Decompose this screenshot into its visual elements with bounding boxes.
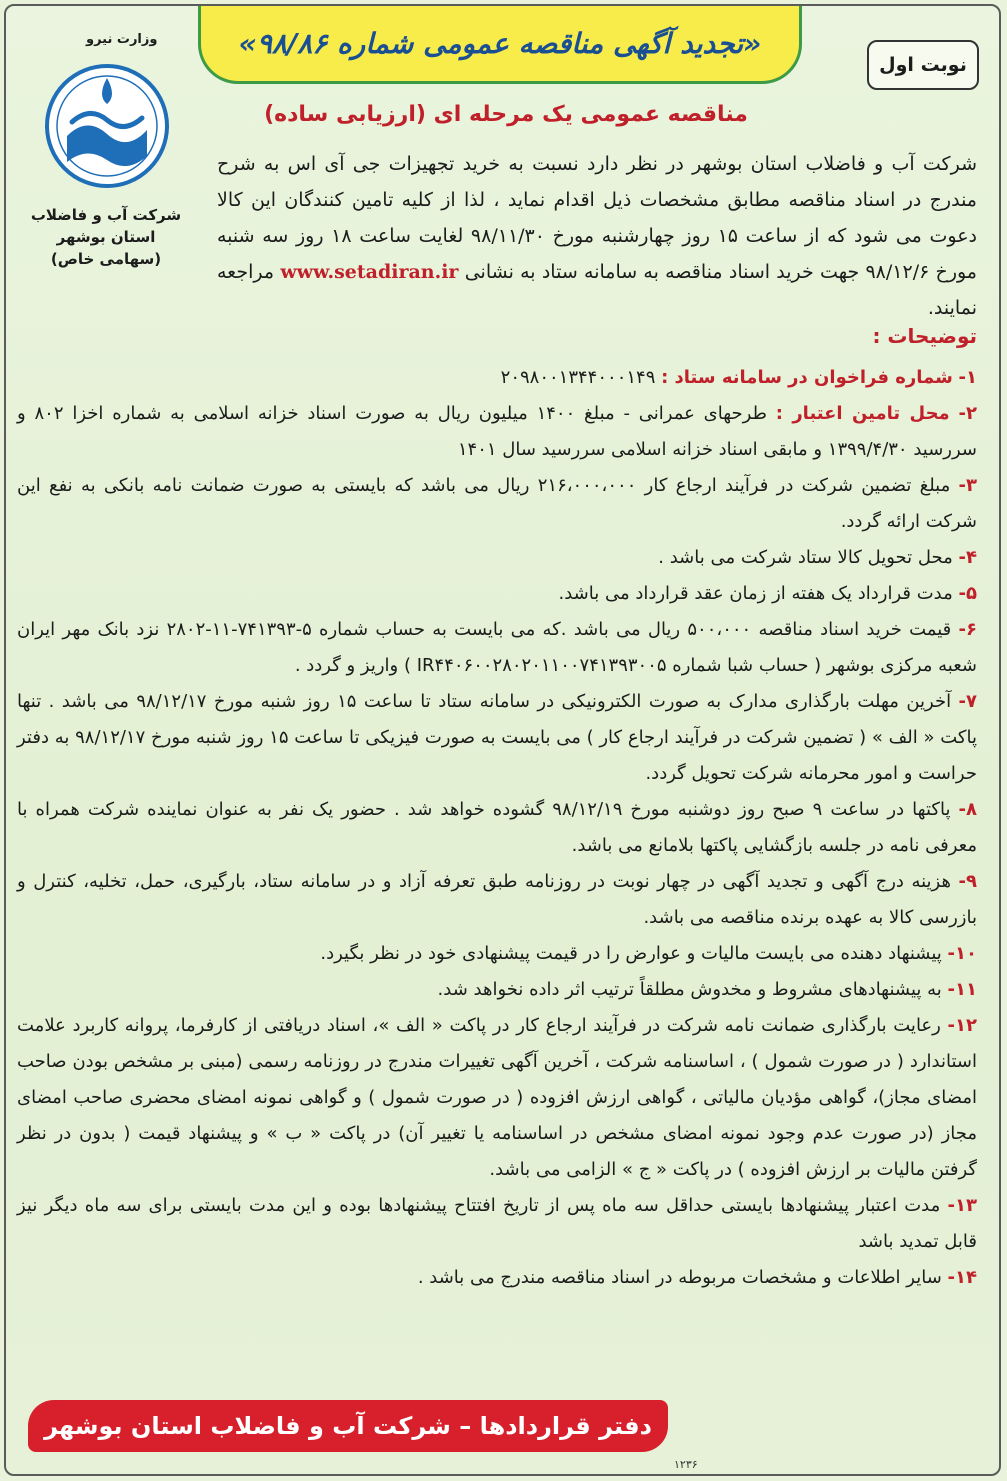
list-item: ۸- پاکتها در ساعت ۹ صبح روز دوشنبه مورخ ۹۸/۱۲/۱۹ گشوده خواهد شد . حضور یک نفر به عنوان نماینده شرکت همراه با معرفی نامه در جلسه بازگشایی پاکتها بلامانع می باشد. [17,799,977,856]
setad-link[interactable]: www.setadiran.ir [280,261,459,283]
notes-heading: توضیحات : [872,324,977,348]
company-line: شرکت آب و فاضلاب [30,206,182,224]
ad-title: «تجدید آگهی مناقصه عمومی شماره ۹۸/۸۶» [238,27,762,60]
list-item: ۹- هزینه درج آگهی و تجدید آگهی در چهار نوبت در روزنامه طبق تعرفه آزاد و در سامانه ستاد، بارگیری، حمل، تخلیه، کنترل و بازرسی کالا به عهده برنده مناقصه می باشد. [17,871,977,928]
company-logo-block [16,26,196,276]
round-badge: نوبت اول [867,40,979,90]
list-item: ۵- مدت قرارداد یک هفته از زمان عقد قرارداد می باشد. [558,583,977,604]
company-line: استان بوشهر [56,228,156,246]
water-company-emblem-icon [42,56,172,196]
list-item: ۴- محل تحویل کالا ستاد شرکت می باشد . [658,547,977,568]
company-name [16,204,196,270]
list-item: ۱- شماره فراخوان در سامانه ستاد : ۲۰۹۸۰۰۱۳۴۴۰۰۰۱۴۹ [500,367,977,388]
list-item: ۱۱- به پیشنهادهای مشروط و مخدوش مطلقاً ترتیب اثر داده نخواهد شد. [437,979,977,1000]
list-item: ۱۴- سایر اطلاعات و مشخصات مربوطه در اسناد مناقصه مندرج می باشد . [417,1267,977,1288]
footer-banner: دفتر قراردادها – شرکت آب و فاضلاب استان بوشهر [28,1400,668,1452]
company-line: (سهامی خاص) [50,250,162,268]
list-item: ۳- مبلغ تضمین شرکت در فرآیند ارجاع کار ۲۱۶،۰۰۰،۰۰۰ ریال می باشد که بایستی به صورت ضمانت نامه بانکی به نفع این شرکت ارائه گردد. [17,475,977,532]
list-item: ۷- آخرین مهلت بارگذاری مدارک به صورت الکترونیکی در سامانه ستاد تا ساعت ۱۵ روز شنبه مورخ ۹۸/۱۲/۱۷ می باشد . تنها پاکت « الف » ( تضمین شرکت در فرآیند ارجاع کار ) می بایست به صورت فیزیکی تا ساعت ۱۵ روز شنبه مورخ ۹۸/۱۲/۱۷ به دفتر حراست و امور محرمانه شرکت تحویل گردد. [17,691,978,784]
title-banner [198,6,802,84]
notes-list [17,360,977,1296]
list-item: ۱۳- مدت اعتبار پیشنهادها بایستی حداقل سه ماه پس از تاریخ افتتاح پیشنهادها بوده و این مدت بایستی برای سه ماه دیگر نیز قابل تمدید باشد [17,1195,977,1252]
ad-code: ۱۲۳۶ [674,1458,698,1471]
list-item: ۱۲- رعایت بارگذاری ضمانت نامه شرکت در فرآیند ارجاع کار در پاکت « الف »، اسناد دریافتی از کارفرما، پروانه کاربرد علامت استاندارد ( در صورت شمول ) ، اساسنامه شرکت ، آخرین آگهی تغییرات مندرج در روزنامه رسمی (مبنی بر مشخص بودن صاحب امضای مجاز)، گواهی مؤدیان مالیاتی ، گواهی ارزش افزوده ( در صورت شمول ) و گواهی نمونه امضای محضری صاحب امضای مجاز (در صورت عدم وجود نمونه امضای مشخص در اساسنامه یا تغییر آن) در پاکت « ب » و پیشنهاد قیمت ( بدون در نظر گرفتن مالیات بر ارزش افزوده ) در پاکت « ج » الزامی می باشد. [17,1015,977,1180]
ad-subtitle: مناقصه عمومی یک مرحله ای (ارزیابی ساده) [264,102,748,127]
intro-tail: مراجعه نمایند. [217,261,977,319]
list-item: ۱۰- پیشنهاد دهنده می بایست مالیات و عوارض را در قیمت پیشنهادی خود در نظر بگیرد. [320,943,977,964]
ministry-label: وزارت نیرو [86,32,158,47]
intro-paragraph [217,146,977,326]
list-item: ۶- قیمت خرید اسناد مناقصه ۵۰۰،۰۰۰ ریال می باشد .که می بایست به حساب شماره ۵-۷۴۱۳۹۳-۱۱-۲۸۰۲ نزد بانک مهر ایران شعبه مرکزی بوشهر ( حساب شبا شماره IR۴۴۰۶۰۰۲۸۰۲۰۱۱۰۰۷۴۱۳۹۳۰۰۵ ) واریز و گردد . [17,619,977,676]
intro-text: شرکت آب و فاضلاب استان بوشهر در نظر دارد نسبت به خرید تجهیزات جی آی اس به شرح مندرج در اسناد مناقصه مطابق مشخصات ذیل اقدام نماید ، لذا از کلیه تامین کنندگان این کالا دعوت می شود که از ساعت ۱۵ روز چهارشنبه مورخ ۹۸/۱۱/۳۰ لغایت ساعت ۱۸ روز سه شنبه مورخ ۹۸/۱۲/۶ جهت خرید اسناد مناقصه به سامانه ستاد به نشانی [217,153,977,283]
list-item: ۲- محل تامین اعتبار : طرحهای عمرانی - مبلغ ۱۴۰۰ میلیون ریال به صورت اسناد خزانه اسلامی به شماره اخزا ۸۰۲ و سررسید ۱۳۹۹/۴/۳۰ و مابقی اسناد خزانه اسلامی سررسید سال ۱۴۰۱ [17,403,977,460]
ad-page [4,4,1001,1476]
